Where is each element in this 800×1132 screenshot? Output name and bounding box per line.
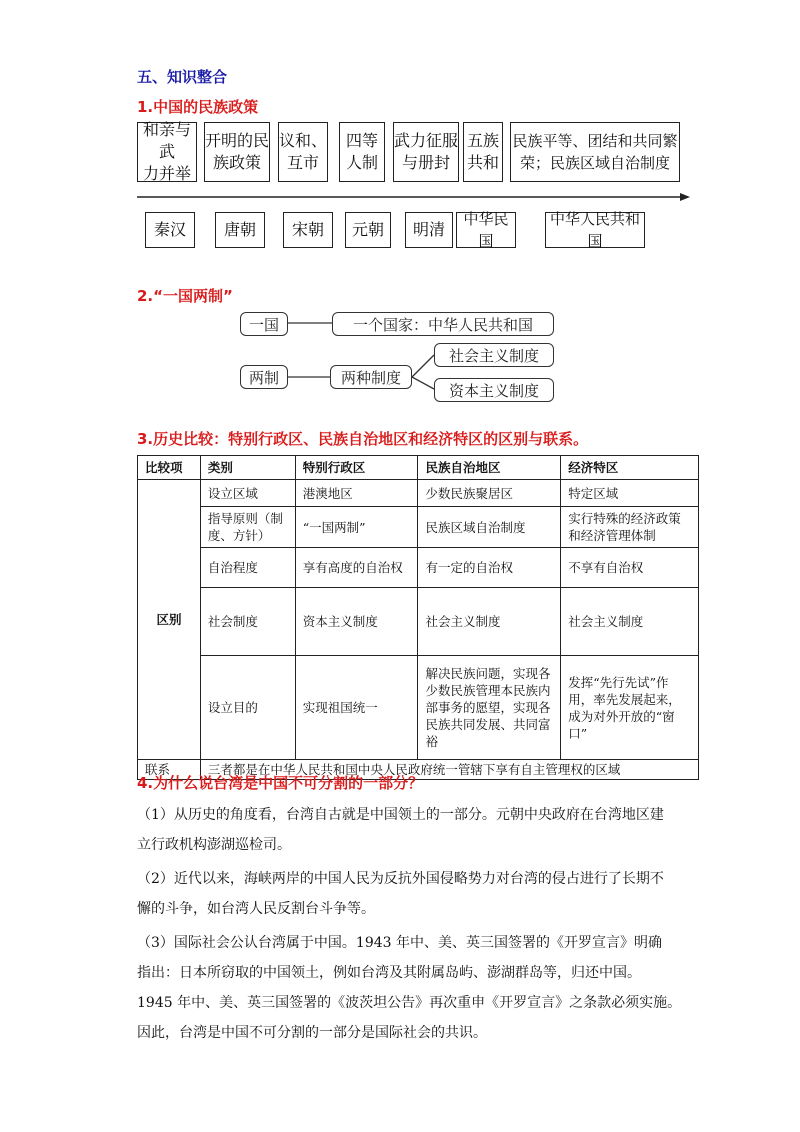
paragraph-line: 1945 年中、美、英三国签署的《波茨坦公告》再次重申《开罗宣言》之条款必须实施。 [137,995,682,1011]
era-box: 秦汉 [145,212,195,248]
row-label: 自治程度 [200,548,295,588]
group-label: 区别 [138,480,201,760]
policy-box: 议和、 互市 [278,122,328,182]
timeline-arrow [0,0,800,260]
era-box: 元朝 [345,212,391,248]
table-row [138,507,699,548]
link-text: 三者都是在中华人民共和国中央人民政府统一管辖下享有自主管理权的区域 [200,760,698,780]
era-box: 中华人民共和国 [545,212,645,248]
policy-box: 五族 共和 [463,122,503,182]
table-cell: 实现祖国统一 [295,656,418,760]
s2-title: 2.“一国两制” [137,287,233,305]
policy-box: 开明的民 族政策 [204,122,270,182]
paragraph-line: 懈的斗争，如台湾人民反割台斗争等。 [137,901,375,917]
comparison-table [137,455,699,780]
s4-title: 4.为什么说台湾是中国不可分割的一部分？ [137,774,424,792]
link-label: 联系 [138,760,201,780]
capitalism-box: 资本主义制度 [434,378,554,402]
table-cell: 社会主义制度 [561,588,699,656]
era-box: 明清 [405,212,453,248]
policy-box: 和亲与武 力并举 [137,122,197,182]
policy-box: 四等 人制 [339,122,385,182]
table-cell: 资本主义制度 [295,588,418,656]
era-box: 唐朝 [215,212,265,248]
row-label: 设立区域 [200,480,295,507]
table-cell: 发挥“先行先试”作用，率先发展起来，成为对外开放的“窗口” [561,656,699,760]
table-cell: 有一定的自治权 [418,548,561,588]
table-header-row [138,456,699,480]
two-systems-desc-box: 两种制度 [330,365,412,389]
era-box: 中华民国 [456,212,516,248]
table-row [138,656,699,760]
row-label: 设立目的 [200,656,295,760]
row-label: 指导原则（制度、方针） [200,507,295,548]
paragraph-line: （2）近代以来，海峡两岸的中国人民为反抗外国侵略势力对台湾的侵占进行了长期不 [137,871,664,887]
table-cell: 享有高度的自治权 [295,548,418,588]
paragraph-line: 因此，台湾是中国不可分割的一部分是国际社会的共识。 [137,1025,487,1041]
paragraph-line: （3）国际社会公认台湾属于中国。1943 年中、美、英三国签署的《开罗宣言》明确 [137,935,662,951]
one-country-box: 一国 [240,312,288,336]
table-cell: 港澳地区 [295,480,418,507]
row-label: 社会制度 [200,588,295,656]
table-row [138,588,699,656]
two-systems-box: 两制 [240,365,288,389]
s3-title: 3.历史比较：特别行政区、民族自治地区和经济特区的区别与联系。 [137,430,589,448]
table-row [138,480,699,507]
policy-box: 武力征服 与册封 [393,122,459,182]
table-cell: 解决民族问题，实现各少数民族管理本民族内部事务的愿望，实现各民族共同发展、共同富裕 [418,656,561,760]
s1-title: 1.中国的民族政策 [137,98,259,116]
table-cell: 实行特殊的经济政策和经济管理体制 [561,507,699,548]
table-cell: 民族区域自治制度 [418,507,561,548]
table-header: 比较项 [138,456,201,480]
era-box: 宋朝 [283,212,333,248]
paragraph-line: 指出：日本所窃取的中国领土，例如台湾及其附属岛屿、澎湖群岛等，归还中国。 [137,965,641,981]
table-header: 类别 [200,456,295,480]
socialism-box: 社会主义制度 [434,343,554,367]
table-cell: 特定区域 [561,480,699,507]
policy-box: 民族平等、团结和共同繁 荣；民族区域自治制度 [510,122,680,182]
paragraph-line: 立行政机构澎湖巡检司。 [137,837,291,853]
table-header: 民族自治地区 [418,456,561,480]
table-cell: “一国两制” [295,507,418,548]
table-row [138,548,699,588]
table-cell: 社会主义制度 [418,588,561,656]
table-header: 特别行政区 [295,456,418,480]
table-cell: 少数民族聚居区 [418,480,561,507]
table-cell: 不享有自治权 [561,548,699,588]
table-header: 经济特区 [561,456,699,480]
one-country-desc-box: 一个国家：中华人民共和国 [332,312,554,336]
s4-body [137,800,697,1048]
section-title: 五、知识整合 [137,68,228,86]
paragraph-line: （1）从历史的角度看，台湾自古就是中国领土的一部分。元朝中央政府在台湾地区建 [137,807,664,823]
